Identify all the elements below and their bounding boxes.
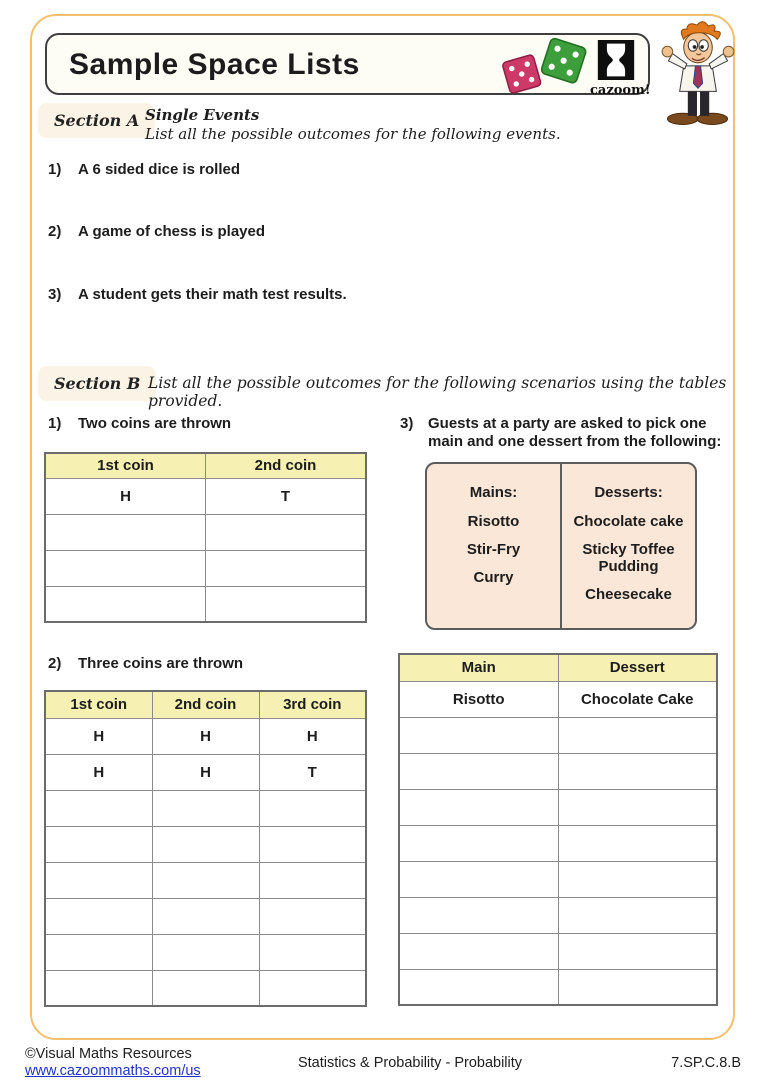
question-b1 [48,415,231,432]
table-cell [399,825,558,861]
section-a-label: Section A [38,103,155,138]
table-row [399,861,717,897]
desserts-title: Desserts: [594,484,663,501]
table-cell [558,969,717,1005]
section-b-label: Section B [38,366,156,401]
question-a2 [48,223,265,240]
dice-icons [499,37,599,97]
table-row [45,478,366,514]
two-coins-table [44,452,367,623]
footer-topic: Statistics & Probability - Probability [297,1055,523,1071]
question-number: 2) [48,223,62,240]
table-row [399,717,717,753]
table-cell: H [45,718,152,754]
section-b-instruction: List all the possible outcomes for the following scenarios using the tables provided. [148,374,727,410]
section-a-instruction: List all the possible outcomes for the following events. [145,125,561,143]
table-cell [152,970,259,1006]
table-cell: H [259,718,366,754]
hourglass-icon [596,40,636,80]
three-coins-table [44,690,367,1007]
question-number: 3) [400,415,414,432]
footer-left [25,1046,201,1080]
mains-title: Mains: [469,484,518,501]
table-row [399,681,717,717]
table-cell [399,753,558,789]
brand-text: cazoom! [590,83,651,98]
menu-item: Stir-Fry [466,541,521,558]
table-row [45,934,366,970]
table-cell [399,789,558,825]
table-cell [45,550,206,586]
question-number: 3) [48,286,62,303]
table-cell [399,897,558,933]
table-cell: Risotto [399,681,558,717]
table-row [45,550,366,586]
table-cell [558,753,717,789]
table-cell [558,933,717,969]
copyright-text: ©Visual Maths Resources [25,1046,192,1062]
column-header: 2nd coin [206,453,367,478]
cazoom-url-link[interactable]: www.cazoommaths.com/us [25,1063,201,1079]
mascot-character [652,20,744,126]
question-b2 [48,655,243,672]
column-header: Dessert [558,654,717,681]
question-text: A student gets their math test results. [78,286,347,303]
section-a-heading: Single Events [145,106,260,124]
question-number: 2) [48,655,62,672]
table-row [45,514,366,550]
table-row [45,718,366,754]
pink-die-icon [502,54,542,94]
table-cell [259,862,366,898]
question-text: A 6 sided dice is rolled [78,161,240,178]
table-cell [558,861,717,897]
table-cell [152,898,259,934]
table-cell [206,586,367,622]
column-header: 1st coin [45,453,206,478]
menu-item: Sticky Toffee Pudding [582,541,675,575]
standard-code: 7.SP.C.8.B [671,1055,741,1071]
table-row [399,789,717,825]
table-row [399,825,717,861]
question-text-line2: main and one dessert from the following: [428,433,722,450]
table-cell: H [45,478,206,514]
table-cell [399,717,558,753]
table-cell [399,969,558,1005]
table-row [45,754,366,790]
table-cell [45,586,206,622]
green-die-icon [540,37,587,84]
question-number: 1) [48,161,62,178]
table-cell [45,826,152,862]
table-cell [152,862,259,898]
mains-column [427,464,562,628]
table-row [399,753,717,789]
table-cell [45,790,152,826]
table-cell [259,826,366,862]
table-cell: H [152,754,259,790]
table-cell [259,934,366,970]
column-header: Main [399,654,558,681]
table-row [45,586,366,622]
main-dessert-table [398,653,718,1006]
table-cell: Chocolate Cake [558,681,717,717]
table-cell [399,933,558,969]
column-header: 3rd coin [259,691,366,718]
column-header: 1st coin [45,691,152,718]
question-a3 [48,286,347,303]
question-text: A game of chess is played [78,223,266,240]
table-row [45,790,366,826]
table-cell: H [45,754,152,790]
question-text: Two coins are thrown [78,415,232,432]
table-cell [152,826,259,862]
table-cell [45,514,206,550]
table-cell [259,790,366,826]
table-row [45,826,366,862]
table-row [399,969,717,1005]
table-cell [259,898,366,934]
question-b3 [400,415,721,451]
table-cell: T [206,478,367,514]
table-row [45,898,366,934]
title-box [45,33,651,98]
menu-item: Chocolate cake [573,513,684,530]
table-cell [259,970,366,1006]
menu-item: Risotto [467,513,520,530]
table-cell [558,717,717,753]
menu-box [425,462,697,630]
table-cell [152,790,259,826]
question-text-line1: Guests at a party are asked to pick one [428,415,707,432]
column-header: 2nd coin [152,691,259,718]
table-row [45,970,366,1006]
table-cell [45,970,152,1006]
desserts-column [562,464,695,628]
cazoom-logo [590,40,651,98]
table-cell [558,825,717,861]
table-row [399,897,717,933]
table-cell [206,514,367,550]
menu-item: Cheesecake [585,586,672,603]
question-number: 1) [48,415,62,432]
question-text [428,415,721,451]
table-cell [45,934,152,970]
table-cell [206,550,367,586]
table-cell: H [152,718,259,754]
table-cell [45,862,152,898]
question-text: Three coins are thrown [78,655,244,672]
table-cell: T [259,754,366,790]
menu-item: Curry [473,569,514,586]
table-row [45,862,366,898]
table-row [399,933,717,969]
table-cell [152,934,259,970]
table-cell [558,789,717,825]
table-cell [45,898,152,934]
table-cell [558,897,717,933]
table-cell [399,861,558,897]
page-title: Sample Space Lists [69,48,360,81]
question-a1 [48,161,240,178]
